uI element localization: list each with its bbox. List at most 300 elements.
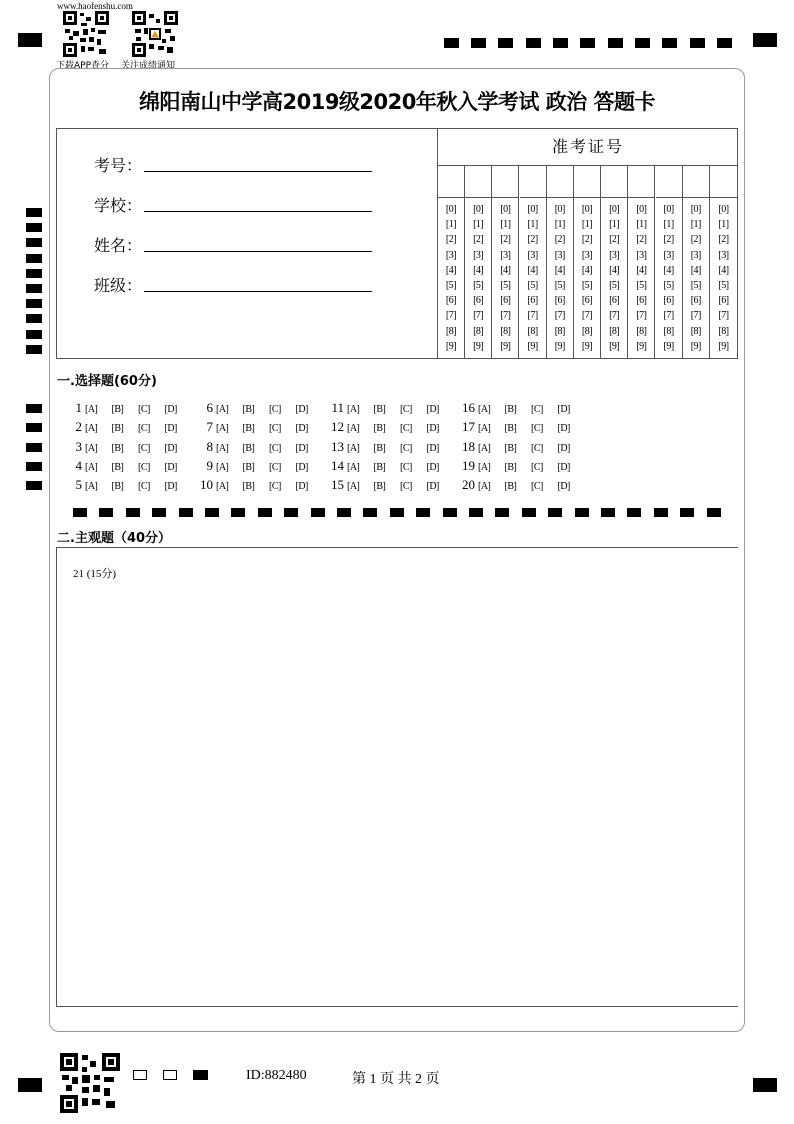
choice-option-bubble[interactable]: [A] [85,423,98,435]
admission-digit-bubble[interactable]: [9] [663,340,674,352]
choice-option-bubble[interactable]: [B] [242,404,255,415]
admission-digit-column [710,166,737,359]
choice-question-row [453,477,584,493]
choice-option-bubble[interactable]: [B] [111,423,124,435]
admission-digit-bubble[interactable]: [4] [718,264,729,276]
choice-question-row [453,400,584,416]
admission-digit-bubble[interactable]: [2] [609,234,620,246]
admission-digit-bubble[interactable]: [6] [663,295,674,307]
admission-digit-bubble[interactable]: [9] [554,340,565,352]
choice-option-bubble[interactable]: [A] [216,404,229,415]
admission-digit-bubble[interactable]: [8] [473,325,484,337]
choice-option-bubble[interactable]: [D] [295,442,308,454]
choice-question-row [60,419,191,435]
admission-digit-bubble[interactable]: [9] [473,340,484,352]
admission-digit-write-box[interactable] [601,166,627,198]
admission-digit-bubble[interactable]: [5] [609,279,620,291]
choice-option-bubble[interactable]: [C] [400,461,412,473]
admission-digit-bubble[interactable]: [7] [581,310,593,322]
admission-digit-write-box[interactable] [465,166,491,198]
admission-digit-write-box[interactable] [628,166,654,198]
choice-question-row [191,439,322,455]
wechat-qr-code [132,11,178,57]
admission-digit-bubble[interactable]: [7] [636,310,647,322]
choice-option-bubble[interactable]: [C] [138,481,150,493]
choice-option-bubble[interactable]: [C] [400,481,412,493]
choice-option-bubble[interactable]: [B] [373,442,386,454]
choice-timing-mark [26,481,42,490]
choice-question-number: 15 [331,477,344,493]
divider-mark [495,508,509,517]
choice-question-row [191,458,322,474]
choice-question-number: 13 [331,438,344,454]
admission-digit-bubble[interactable]: [9] [609,340,620,352]
choice-option-bubble[interactable]: [A] [478,423,491,435]
admission-digit-bubble[interactable]: [9] [718,340,729,352]
admission-digit-bubble[interactable]: [3] [636,249,647,261]
choice-question-number: 11 [331,400,344,415]
choice-question-number: 3 [75,438,82,454]
choice-option-bubble[interactable]: [C] [269,423,281,435]
divider-mark [627,508,641,517]
admission-digit-bubble[interactable]: [1] [554,219,565,231]
admission-digit-bubble[interactable]: [0] [663,204,674,215]
choice-option-bubble[interactable]: [C] [531,423,543,435]
admission-digit-bubble[interactable]: [4] [690,264,701,276]
admission-digit-bubble[interactable]: [3] [554,249,565,261]
choice-option-bubble[interactable]: [D] [295,461,308,473]
choice-option-bubble[interactable]: [D] [426,442,439,454]
divider-mark [522,508,536,517]
corner-mark-top-right [753,33,777,47]
choice-option-bubble[interactable]: [C] [138,423,150,435]
left-timing-mark [26,284,42,293]
choice-question-number: 6 [206,400,213,415]
admission-digit-bubble[interactable]: [8] [718,325,729,337]
choice-option-bubble[interactable]: [A] [478,461,491,473]
admission-digit-bubble[interactable]: [8] [554,325,565,337]
admission-digit-bubble[interactable]: [1] [527,219,538,231]
admission-digit-write-box[interactable] [520,166,546,198]
admission-digit-bubble[interactable]: [9] [445,340,457,352]
choice-option-bubble[interactable]: [B] [373,481,386,493]
section-subjective-title: 二.主观题（40分） [57,531,172,546]
choice-question-row [60,458,191,474]
divider-mark [443,508,457,517]
admission-digit-write-box[interactable] [710,166,737,198]
choice-question-number: 8 [206,438,213,454]
admission-digit-bubble[interactable]: [7] [500,310,511,322]
admission-digit-bubble[interactable]: [0] [636,204,647,215]
choice-option-bubble[interactable]: [A] [478,404,491,415]
choice-option-bubble[interactable]: [B] [242,481,255,493]
choice-option-bubble[interactable]: [A] [478,481,491,493]
choice-option-bubble[interactable]: [C] [531,404,543,415]
question-21-label: 21 (15分) [73,568,117,580]
choice-option-bubble[interactable]: [D] [557,481,570,493]
admission-digit-bubble[interactable]: [3] [445,249,457,261]
admission-digit-bubble[interactable]: [6] [581,295,593,307]
admission-digit-bubble[interactable]: [9] [581,340,593,352]
choice-option-bubble[interactable]: [D] [164,442,177,454]
admission-digit-column [683,166,710,359]
admission-digit-bubble[interactable]: [7] [473,310,484,322]
admission-digit-bubble[interactable]: [5] [663,279,674,291]
choice-question-row [191,400,322,416]
choice-option-bubble[interactable]: [A] [347,481,360,493]
admission-digit-column [492,166,519,359]
admission-digit-bubble[interactable]: [3] [690,249,701,261]
admission-digit-bubble[interactable]: [1] [581,219,593,231]
top-timing-mark [717,38,732,48]
choice-question-number: 7 [206,419,213,435]
choice-question-number: 12 [331,419,344,435]
admission-digit-bubble[interactable]: [1] [718,219,729,231]
admission-digit-bubble[interactable]: [7] [663,310,674,322]
admission-digit-write-box[interactable] [547,166,573,198]
admission-digit-bubble[interactable]: [1] [445,219,457,231]
admission-digit-bubble[interactable]: [2] [500,234,511,246]
admission-digit-column [547,166,574,359]
divider-mark [337,508,351,517]
choice-option-bubble[interactable]: [B] [504,442,517,454]
divider-mark [73,508,87,517]
admission-digit-bubble[interactable]: [3] [581,249,593,261]
admission-digit-write-box[interactable] [683,166,709,198]
admission-digit-bubble[interactable]: [8] [690,325,701,337]
admission-digit-bubble[interactable]: [1] [663,219,674,231]
choice-option-bubble[interactable]: [A] [347,423,360,435]
admission-digit-bubble[interactable]: [2] [554,234,565,246]
choice-timing-mark [26,423,42,432]
choice-question-number: 19 [462,457,475,473]
choice-timing-mark [26,404,42,413]
footer-marker-1 [133,1070,147,1080]
admission-digit-bubble[interactable]: [7] [718,310,729,322]
admission-digit-bubble[interactable]: [8] [527,325,538,337]
choice-question-number: 10 [200,477,213,493]
choice-option-bubble[interactable]: [A] [216,442,229,454]
admission-digit-bubble[interactable]: [0] [527,204,538,215]
admission-digit-bubble[interactable]: [2] [718,234,729,246]
admission-digit-bubble[interactable]: [7] [554,310,565,322]
divider-mark [548,508,562,517]
choice-option-bubble[interactable]: [B] [373,404,386,415]
admission-digit-bubble[interactable]: [5] [473,279,484,291]
divider-mark [99,508,113,517]
top-timing-mark [580,38,595,48]
admission-digit-bubble[interactable]: [3] [500,249,511,261]
admission-digit-write-box[interactable] [656,166,682,198]
choice-option-bubble[interactable]: [B] [373,461,386,473]
admission-digit-bubble[interactable]: [4] [581,264,593,276]
admission-digit-bubble[interactable]: [2] [636,234,647,246]
field-school-label: 学校： [94,196,143,215]
admission-digit-bubble[interactable]: [5] [581,279,593,291]
admission-digit-bubble[interactable]: [6] [554,295,565,307]
choice-option-bubble[interactable]: [A] [85,461,98,473]
choice-option-bubble[interactable]: [D] [164,481,177,493]
section-choice-title: 一.选择题(60分) [57,374,157,389]
admission-digit-bubble[interactable]: [6] [690,295,701,307]
admission-digit-bubble[interactable]: [6] [527,295,538,307]
left-timing-mark [26,254,42,263]
field-name-line[interactable] [144,251,372,252]
admission-digit-write-box[interactable] [438,166,464,198]
choice-option-bubble[interactable]: [D] [426,481,439,493]
choice-option-bubble[interactable]: [D] [295,423,308,435]
choice-option-bubble[interactable]: [D] [426,461,439,473]
choice-option-bubble[interactable]: [A] [216,461,229,473]
choice-option-bubble[interactable]: [B] [111,461,124,473]
admission-digit-bubble[interactable]: [4] [609,264,620,276]
footer-marker-2 [163,1070,177,1080]
left-timing-mark [26,238,42,247]
field-name-label: 姓名： [94,236,143,255]
choice-option-bubble[interactable]: [B] [111,442,124,454]
choice-option-bubble[interactable]: [C] [531,481,543,493]
admission-digit-bubble[interactable]: [7] [609,310,620,322]
admission-digit-bubble[interactable]: [4] [663,264,674,276]
choice-option-bubble[interactable]: [D] [164,423,177,435]
admission-digit-bubble[interactable]: [5] [445,279,457,291]
admission-digit-bubble[interactable]: [3] [473,249,484,261]
admission-digit-bubble[interactable]: [2] [473,234,484,246]
choice-question-number: 14 [331,457,344,473]
admission-digit-bubble[interactable]: [6] [445,295,457,307]
field-exam-number-line[interactable] [144,171,372,172]
subjective-answer-box[interactable] [56,547,738,1007]
admission-digit-bubble[interactable]: [7] [445,310,457,322]
choice-option-bubble[interactable]: [D] [295,481,308,493]
choice-question-row [322,400,453,416]
choice-option-bubble[interactable]: [D] [164,461,177,473]
top-timing-mark [608,38,623,48]
sheet-id: ID:882480 [246,1068,307,1083]
divider-mark [680,508,694,517]
choice-option-bubble[interactable]: [B] [111,481,124,493]
admission-digit-bubble[interactable]: [3] [718,249,729,261]
admission-digit-bubble[interactable]: [9] [527,340,538,352]
admission-digit-bubble[interactable]: [5] [500,279,511,291]
admission-digit-bubble[interactable]: [2] [581,234,593,246]
choice-option-bubble[interactable]: [C] [400,423,412,435]
admission-digit-bubble[interactable]: [9] [690,340,701,352]
divider-mark [284,508,298,517]
choice-option-bubble[interactable]: [B] [504,423,517,435]
site-url: www.haofenshu.com [57,1,133,11]
choice-option-bubble[interactable]: [C] [269,481,281,493]
admission-digit-bubble[interactable]: [4] [554,264,565,276]
choice-option-bubble[interactable]: [D] [426,423,439,435]
left-timing-mark [26,345,42,354]
top-timing-mark [635,38,650,48]
top-timing-mark [471,38,486,48]
admission-digit-bubble[interactable]: [5] [636,279,647,291]
choice-option-bubble[interactable]: [A] [347,404,360,415]
choice-option-bubble[interactable]: [B] [242,461,255,473]
admission-digit-bubble[interactable]: [0] [718,204,729,215]
admission-digit-bubble[interactable]: [6] [609,295,620,307]
choice-question-row [453,419,584,435]
choice-option-bubble[interactable]: [A] [347,442,360,454]
choice-question-number: 1 [75,400,82,415]
choice-option-bubble[interactable]: [B] [111,404,124,415]
choice-option-bubble[interactable]: [C] [138,404,150,415]
admission-digit-bubble[interactable]: [8] [636,325,647,337]
admission-digit-bubble[interactable]: [5] [690,279,701,291]
admission-digit-bubble[interactable]: [0] [500,204,511,215]
choice-question-row [453,458,584,474]
admission-digit-bubble[interactable]: [5] [718,279,729,291]
admission-digit-bubble[interactable]: [6] [718,295,729,307]
admission-digit-write-box[interactable] [574,166,600,198]
choice-option-bubble[interactable]: [D] [557,442,570,454]
divider-mark [126,508,140,517]
choice-question-row [191,419,322,435]
admission-digit-bubble[interactable]: [6] [636,295,647,307]
choice-timing-mark [26,443,42,452]
admission-digit-bubble[interactable]: [5] [554,279,565,291]
admission-digit-bubble[interactable]: [1] [609,219,620,231]
choice-question-row [322,419,453,435]
admission-digit-bubble[interactable]: [7] [527,310,538,322]
admission-digit-column [601,166,628,359]
admission-digit-bubble[interactable]: [4] [527,264,538,276]
choice-question-row [191,477,322,493]
admission-digit-bubble[interactable]: [8] [663,325,674,337]
admission-digit-bubble[interactable]: [4] [636,264,647,276]
admission-digit-write-box[interactable] [492,166,518,198]
choice-option-bubble[interactable]: [B] [504,461,517,473]
admission-digit-bubble[interactable]: [3] [663,249,674,261]
admission-digit-column [574,166,601,359]
choice-option-bubble[interactable]: [A] [216,481,229,493]
admission-digit-column [656,166,683,359]
admission-digit-bubble[interactable]: [4] [473,264,484,276]
choice-option-bubble[interactable]: [B] [373,423,386,435]
admission-digit-bubble[interactable]: [0] [445,204,457,215]
admission-digit-bubble[interactable]: [9] [500,340,511,352]
admission-digit-bubble[interactable]: [0] [581,204,593,215]
choice-option-bubble[interactable]: [B] [242,442,255,454]
choice-option-bubble[interactable]: [C] [531,442,543,454]
admission-digit-bubble[interactable]: [1] [500,219,511,231]
admission-digit-bubble[interactable]: [3] [609,249,620,261]
admission-digit-bubble[interactable]: [4] [500,264,511,276]
choice-option-bubble[interactable]: [C] [531,461,543,473]
admission-digit-bubble[interactable]: [0] [690,204,701,215]
left-timing-mark [26,208,42,217]
admission-digit-bubble[interactable]: [4] [445,264,457,276]
choice-option-bubble[interactable]: [A] [85,442,98,454]
choice-option-bubble[interactable]: [B] [504,481,517,493]
choice-option-bubble[interactable]: [A] [347,461,360,473]
choice-option-bubble[interactable]: [D] [295,404,308,415]
choice-question-row [322,458,453,474]
app-qr-code [63,11,109,57]
admission-digit-column [438,166,465,359]
divider-mark [231,508,245,517]
admission-digit-column [465,166,492,359]
admission-digit-bubble[interactable]: [2] [690,234,701,246]
choice-option-bubble[interactable]: [C] [269,461,281,473]
choice-question-number: 17 [462,419,475,435]
admission-digit-bubble[interactable]: [1] [473,219,484,231]
admission-digit-bubble[interactable]: [5] [527,279,538,291]
admission-digit-bubble[interactable]: [7] [690,310,701,322]
choice-option-bubble[interactable]: [C] [400,442,412,454]
choice-option-bubble[interactable]: [D] [164,404,177,415]
divider-mark [575,508,589,517]
footer-marker-3 [193,1070,208,1080]
sheet-title: 绵阳南山中学高2019级2020年秋入学考试 政治 答题卡 [138,90,655,114]
corner-mark-bottom-right [753,1078,777,1092]
choice-question-row [453,439,584,455]
admission-digit-bubble[interactable]: [8] [581,325,593,337]
choice-question-row [60,400,191,416]
choice-option-bubble[interactable]: [C] [138,461,150,473]
admission-digit-bubble[interactable]: [2] [445,234,457,246]
choice-timing-mark [26,462,42,471]
admission-digit-bubble[interactable]: [8] [445,325,457,337]
admission-digit-bubble[interactable]: [0] [554,204,565,215]
admission-digit-bubble[interactable]: [2] [527,234,538,246]
field-school-line[interactable] [144,211,372,212]
divider-mark [311,508,325,517]
admission-digit-bubble[interactable]: [9] [636,340,647,352]
admission-digit-bubble[interactable]: [2] [663,234,674,246]
top-timing-mark [498,38,513,48]
admission-digit-bubble[interactable]: [1] [690,219,701,231]
admission-digit-bubble[interactable]: [3] [527,249,538,261]
choice-question-number: 16 [462,400,475,415]
admission-digit-bubble[interactable]: [0] [473,204,484,215]
choice-option-bubble[interactable]: [D] [426,404,439,415]
choice-option-bubble[interactable]: [C] [269,442,281,454]
admission-digit-bubble[interactable]: [8] [609,325,620,337]
left-timing-mark [26,299,42,308]
choice-option-bubble[interactable]: [B] [242,423,255,435]
admission-digit-column [520,166,547,359]
choice-option-bubble[interactable]: [C] [138,442,150,454]
admission-digit-bubble[interactable]: [1] [636,219,647,231]
choice-option-bubble[interactable]: [D] [557,404,570,415]
choice-question-number: 4 [75,457,82,473]
divider-mark [152,508,166,517]
choice-option-bubble[interactable]: [A] [85,481,98,493]
top-timing-mark [662,38,677,48]
choice-option-bubble[interactable]: [B] [504,404,517,415]
admission-digit-bubble[interactable]: [8] [500,325,511,337]
divider-mark [363,508,377,517]
choice-option-bubble[interactable]: [D] [557,423,570,435]
choice-option-bubble[interactable]: [A] [478,442,491,454]
choice-option-bubble[interactable]: [C] [269,404,281,415]
choice-option-bubble[interactable]: [D] [557,461,570,473]
admission-digit-bubble[interactable]: [6] [500,295,511,307]
choice-option-bubble[interactable]: [A] [216,423,229,435]
choice-option-bubble[interactable]: [C] [400,404,412,415]
admission-digit-bubble[interactable]: [6] [473,295,484,307]
choice-question-row [60,439,191,455]
choice-question-number: 2 [75,419,82,435]
footer-qr-code [60,1053,120,1113]
field-class-line[interactable] [144,291,372,292]
choice-option-bubble[interactable]: [A] [85,404,98,415]
admission-digit-bubble[interactable]: [0] [609,204,620,215]
choice-question-number: 5 [75,477,82,493]
